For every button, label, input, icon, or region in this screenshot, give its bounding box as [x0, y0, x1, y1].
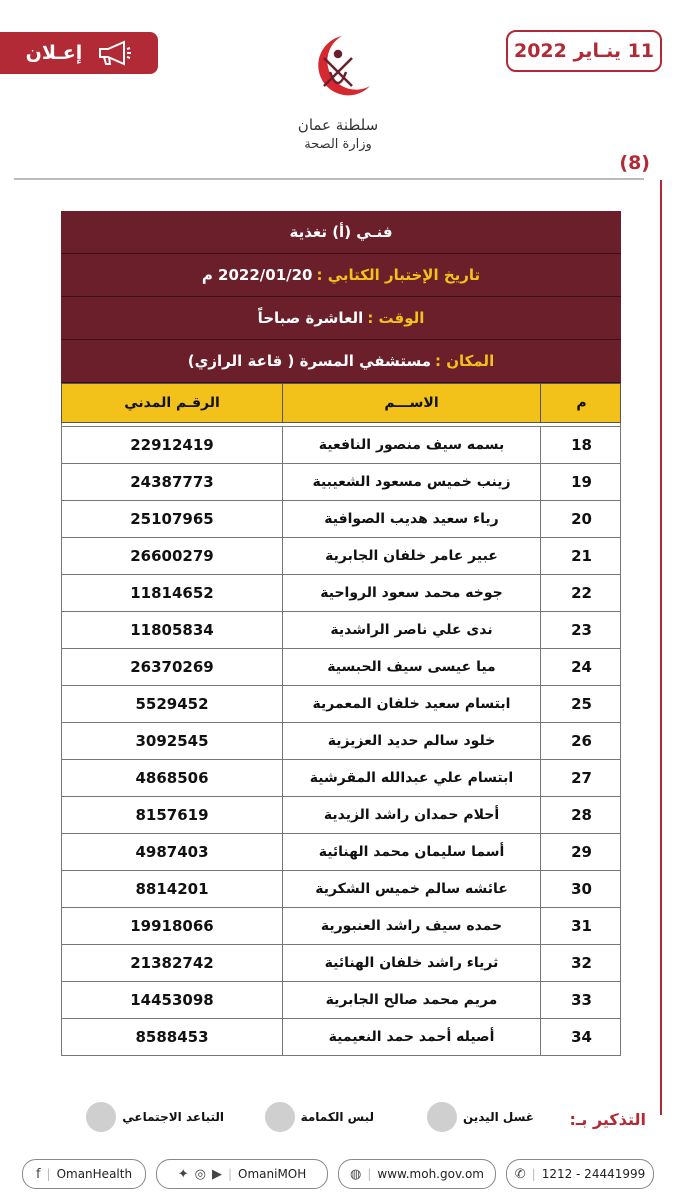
table-row	[61, 871, 621, 908]
youtube-icon: ▶	[211, 1166, 222, 1182]
name-cell: أحلام حمدان راشد الزيدية	[282, 797, 540, 833]
tip-distancing-label: التباعد الاجتماعي	[122, 1110, 224, 1124]
civil-id-cell: 11814652	[130, 584, 214, 602]
number-cell: 31	[540, 908, 622, 944]
name-cell: رياء سعيد هديب الصوافية	[282, 501, 540, 537]
facebook-link[interactable]: f | OmanHealth	[22, 1159, 146, 1189]
civil-id-cell: 22912419	[130, 436, 214, 454]
name-cell: أصيله أحمد حمد النعيمية	[282, 1019, 540, 1055]
exam-date-value: 2022/01/20 م	[201, 266, 313, 284]
social-links[interactable]: ✦ ◎ ▶ | OmaniMOH	[156, 1159, 328, 1189]
table-row	[61, 723, 621, 760]
name-cell: ابتسام سعيد خلفان المعمرية	[282, 686, 540, 722]
number-cell: 33	[540, 982, 622, 1018]
name-cell: عائشه سالم خميس الشكرية	[282, 871, 540, 907]
tip-handwash-label: غسل اليدين	[462, 1110, 534, 1124]
name-cell: أسما سليمان محمد الهنائية	[282, 834, 540, 870]
table-row	[61, 575, 621, 612]
table-row	[61, 908, 621, 945]
civil-id-cell: 8814201	[135, 880, 209, 898]
name-cell: مريم محمد صالح الجابرية	[282, 982, 540, 1018]
table-row	[61, 649, 621, 686]
table-row	[61, 982, 621, 1019]
globe-icon: ◍	[350, 1166, 362, 1182]
civil-id-cell: 11805834	[130, 621, 214, 639]
ministry-logo	[290, 28, 386, 156]
table-title: فنـي (أ) تغذية	[289, 223, 393, 241]
number-cell: 20	[540, 501, 622, 537]
number-cell: 21	[540, 538, 622, 574]
tip-mask	[265, 1102, 374, 1132]
facebook-handle: OmanHealth	[56, 1167, 133, 1181]
table-row	[61, 612, 621, 649]
civil-id-cell: 4987403	[135, 843, 209, 861]
table-row	[61, 945, 621, 982]
phone-number: 1212 - 24441999	[541, 1167, 646, 1181]
civil-id-cell: 26370269	[130, 658, 214, 676]
announcement-label: إعـلان	[25, 42, 83, 64]
footer	[0, 1155, 674, 1191]
table-row	[61, 686, 621, 723]
table-row	[61, 797, 621, 834]
instagram-icon: ◎	[194, 1166, 206, 1182]
table-row	[61, 426, 621, 464]
number-cell: 30	[540, 871, 622, 907]
tip-handwash	[427, 1102, 534, 1132]
number-cell: 34	[540, 1019, 622, 1055]
name-cell: خلود سالم حديد العزيزية	[282, 723, 540, 759]
column-header-number: م	[540, 384, 622, 422]
number-cell: 32	[540, 945, 622, 981]
name-cell: بسمه سيف منصور النافعية	[282, 427, 540, 463]
place-key: المكان :	[435, 352, 495, 370]
logo-text-line2: وزارة الصحة	[304, 137, 372, 152]
number-cell: 25	[540, 686, 622, 722]
number-cell: 24	[540, 649, 622, 685]
mask-icon	[265, 1102, 295, 1132]
civil-id-cell: 19918066	[130, 917, 214, 935]
civil-id-cell: 26600279	[130, 547, 214, 565]
exam-date-row	[61, 254, 621, 297]
name-cell: ابتسام علي عبدالله المقرشية	[282, 760, 540, 796]
reminder-title: التذكير بـ:	[569, 1110, 646, 1129]
table-body	[61, 426, 621, 1056]
tip-distancing	[86, 1102, 224, 1132]
table-row	[61, 464, 621, 501]
name-cell: زينب خميس مسعود الشعيبية	[282, 464, 540, 500]
announcement-badge	[0, 32, 158, 74]
table-title-row	[61, 211, 621, 254]
phone-icon: ✆	[514, 1166, 526, 1182]
page-number: (8)	[619, 152, 650, 174]
website-url: www.moh.gov.om	[377, 1167, 484, 1181]
civil-id-cell: 25107965	[130, 510, 214, 528]
civil-id-cell: 4868506	[135, 769, 209, 787]
table-row	[61, 538, 621, 575]
social-handle: OmaniMOH	[238, 1167, 307, 1181]
megaphone-icon	[94, 39, 132, 67]
number-cell: 22	[540, 575, 622, 611]
number-cell: 18	[540, 427, 622, 463]
name-cell: ندى علي ناصر الراشدية	[282, 612, 540, 648]
number-cell: 29	[540, 834, 622, 870]
time-value: العاشرة صباحاً	[257, 309, 364, 327]
reminder-bar	[0, 1092, 674, 1148]
column-header-name: الاســـم	[282, 384, 540, 422]
frame-line-top	[14, 178, 644, 180]
name-cell: ميا عيسى سيف الحبسية	[282, 649, 540, 685]
announcement-date: 11 ينـاير 2022	[506, 30, 662, 72]
number-cell: 26	[540, 723, 622, 759]
tip-mask-label: لبس الكمامة	[300, 1110, 374, 1124]
civil-id-cell: 8588453	[135, 1028, 209, 1046]
civil-id-cell: 8157619	[135, 806, 209, 824]
name-cell: ثرياء راشد خلفان الهنائية	[282, 945, 540, 981]
name-cell: حمده سيف راشد العنبورية	[282, 908, 540, 944]
civil-id-cell: 5529452	[135, 695, 209, 713]
social-distancing-icon	[86, 1102, 116, 1132]
column-headers	[61, 383, 621, 423]
place-row	[61, 340, 621, 383]
exam-table	[61, 211, 621, 1056]
civil-id-cell: 24387773	[130, 473, 214, 491]
civil-id-cell: 3092545	[135, 732, 209, 750]
twitter-icon: ✦	[177, 1166, 189, 1182]
civil-id-cell: 21382742	[130, 954, 214, 972]
table-row	[61, 834, 621, 871]
handwash-icon	[427, 1102, 457, 1132]
logo-text-line1: سلطنة عمان	[297, 116, 379, 134]
number-cell: 19	[540, 464, 622, 500]
civil-id-cell: 14453098	[130, 991, 214, 1009]
website-link[interactable]: ◍ | www.moh.gov.om	[338, 1159, 496, 1189]
table-row	[61, 1019, 621, 1056]
table-row	[61, 501, 621, 538]
time-key: الوقت :	[367, 309, 425, 327]
place-value: مستشفي المسرة ( قاعة الرازي)	[187, 352, 431, 370]
number-cell: 23	[540, 612, 622, 648]
frame-line-right	[660, 180, 662, 1115]
phone-link[interactable]: ✆ | 1212 - 24441999	[506, 1159, 654, 1189]
name-cell: عبير عامر خلفان الجابرية	[282, 538, 540, 574]
table-row	[61, 760, 621, 797]
facebook-icon: f	[35, 1166, 41, 1182]
time-row	[61, 297, 621, 340]
name-cell: جوخه محمد سعود الرواحية	[282, 575, 540, 611]
column-header-civil-id: الرقـم المدني	[124, 395, 220, 411]
number-cell: 28	[540, 797, 622, 833]
number-cell: 27	[540, 760, 622, 796]
exam-date-key: تاريخ الإختبار الكتابي :	[316, 266, 481, 284]
